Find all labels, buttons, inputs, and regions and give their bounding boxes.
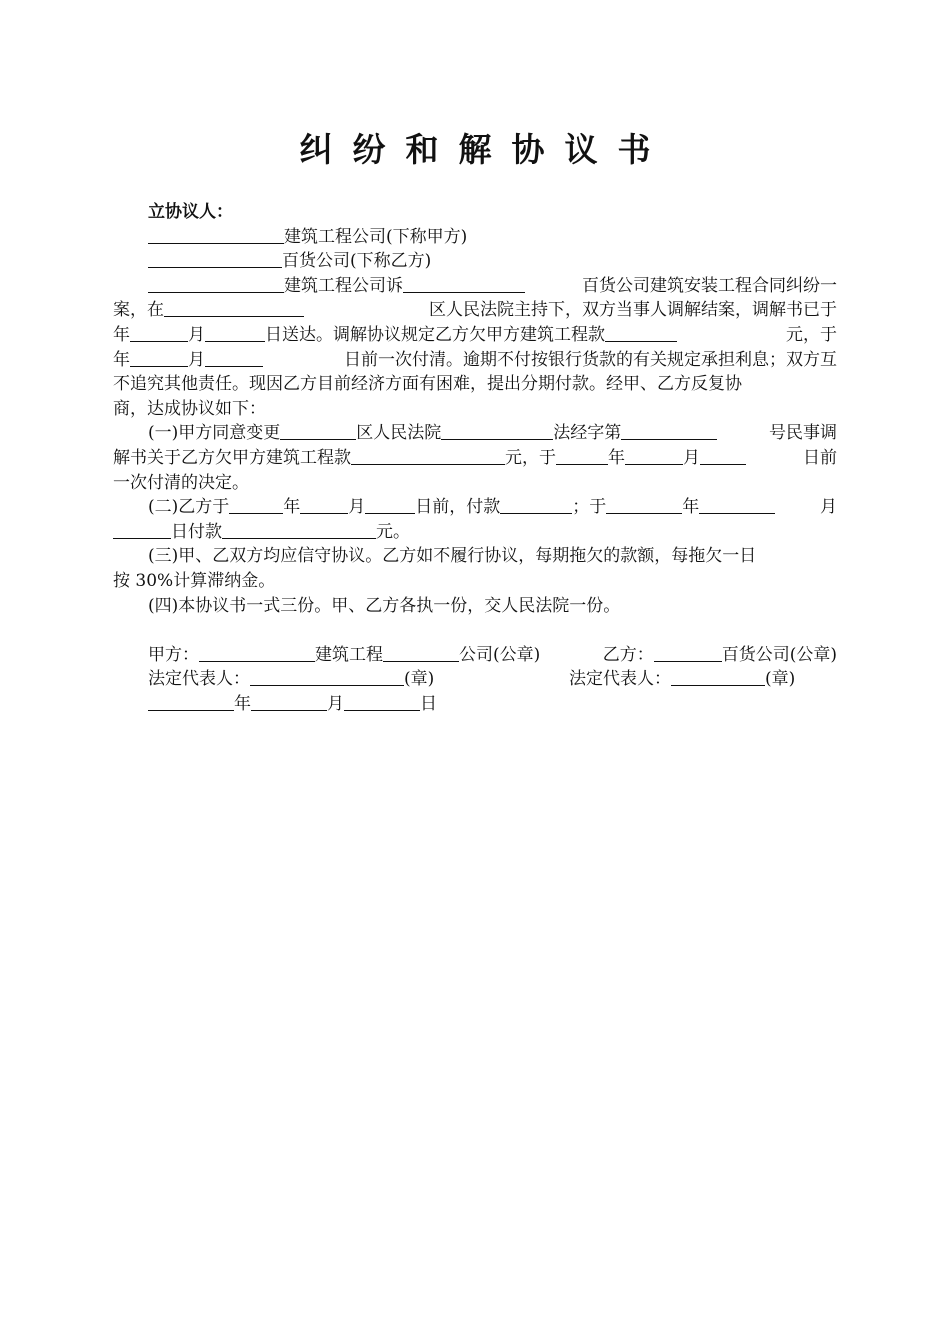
clause2-month1-blank[interactable] [300, 495, 348, 514]
sig-text: 甲方： [148, 644, 199, 665]
owed-amount-blank[interactable] [605, 323, 677, 342]
sig-text: 法定代表人： [148, 669, 250, 690]
title-char: 解 [458, 130, 492, 169]
clause-text: (一)甲方同意变更 [148, 423, 281, 444]
signature-parties-line [113, 643, 837, 668]
rep-b-blank[interactable] [671, 667, 765, 686]
clause-text: 元，于 [505, 447, 556, 468]
clause1-month-blank[interactable] [625, 446, 683, 465]
spacer [113, 618, 837, 643]
title-char: 纠 [299, 130, 333, 169]
title-char: 纷 [352, 130, 386, 169]
party-a-line [113, 225, 837, 250]
parties-heading: 立协议人： [148, 202, 233, 222]
clause-text: 日付款 [171, 521, 222, 542]
clause-text: 月 [348, 497, 366, 518]
sig-party-a-name-blank[interactable] [199, 643, 315, 662]
intro-text: 月 [188, 349, 205, 370]
clause-2-line-2 [113, 520, 837, 545]
intro-text: 百货公司建筑安装工程合同纠纷一 [582, 275, 837, 296]
party-b-suffix: 百货公司(下称乙方) [282, 251, 432, 272]
party-b-name-blank[interactable] [148, 249, 282, 268]
intro-text: 元，于 [786, 324, 837, 345]
clause-1-line-2 [113, 446, 837, 471]
clause1-amount-blank[interactable] [351, 446, 505, 465]
clause-1-line-1 [113, 421, 837, 446]
clause-1-line-3: 一次付清的决定。 [113, 472, 249, 493]
intro-line-4 [113, 348, 837, 373]
intro-line-2 [113, 298, 837, 323]
intro-text: 区人民法院主持下，双方当事人调解结案，调解书已于 [429, 300, 837, 321]
clause-text: 年 [682, 497, 700, 518]
clause-text: 年 [283, 497, 301, 518]
district-court-blank[interactable] [164, 298, 304, 317]
clause1-day-blank[interactable] [700, 446, 746, 465]
sig-year-blank[interactable] [148, 692, 234, 711]
party-b-line [113, 249, 837, 274]
rep-a-blank[interactable] [250, 667, 404, 686]
sig-text: 年 [234, 693, 251, 714]
clause-text: 年 [608, 447, 625, 468]
clause-text: 法经字第 [553, 423, 622, 444]
document-title [0, 128, 950, 172]
clause-text: 区人民法院 [356, 423, 442, 444]
intro-line-1 [113, 274, 837, 299]
intro-line-5: 不追究其他责任。现因乙方目前经济方面有困难，提出分期付款。经甲、乙方反复协 [113, 374, 742, 395]
sig-text: 建筑工程 [315, 644, 383, 665]
clause-text: (二)乙方于 [148, 497, 230, 518]
sig-month-blank[interactable] [251, 692, 327, 711]
clause-text: ；于 [572, 497, 607, 518]
clause2-day1-blank[interactable] [365, 495, 415, 514]
signature-reps-line [113, 667, 837, 692]
clause2-amount2-blank[interactable] [222, 520, 376, 539]
sig-party-b-name-blank[interactable] [654, 643, 722, 662]
title-char: 协 [511, 130, 545, 169]
clause-text: 月 [820, 497, 837, 518]
clause2-year2-blank[interactable] [606, 495, 682, 514]
intro-line-6: 商，达成协议如下： [113, 398, 266, 419]
clause-text: 日前，付款 [415, 497, 501, 518]
sig-text: (章) [404, 669, 435, 690]
pay-month-blank[interactable] [205, 348, 263, 367]
intro-text: 日前一次付清。逾期不付按银行货款的有关规定承担利息；双方互 [344, 349, 837, 370]
clause-text: 月 [683, 447, 700, 468]
signature-date-line [113, 692, 837, 717]
clause-text: 号民事调 [769, 423, 837, 444]
title-char: 议 [564, 130, 598, 169]
served-month-blank[interactable] [205, 323, 265, 342]
clause2-amount1-blank[interactable] [500, 495, 572, 514]
clause-text: 日前 [803, 447, 837, 468]
clause-3-line-1: (三)甲、乙双方均应信守协议。乙方如不履行协议，每期拖欠的款额，每拖欠一日 [148, 546, 757, 567]
party-a-suffix: 建筑工程公司(下称甲方) [284, 226, 468, 247]
clause2-day2-blank[interactable] [113, 520, 171, 539]
document-body [113, 200, 837, 716]
clause1-court-code-blank[interactable] [441, 421, 553, 440]
sig-text: 公司(公章) [459, 644, 541, 665]
clause2-month2-blank[interactable] [699, 495, 775, 514]
sig-text: 日 [420, 693, 437, 714]
clause2-year1-blank[interactable] [229, 495, 283, 514]
sig-day-blank[interactable] [344, 692, 420, 711]
clause1-case-number-blank[interactable] [621, 421, 717, 440]
title-char: 书 [617, 130, 651, 169]
intro-text: 月 [188, 324, 205, 345]
sig-text: (章) [765, 669, 796, 690]
title-char: 和 [405, 130, 439, 169]
pay-year-blank[interactable] [130, 348, 188, 367]
clause1-year-blank[interactable] [556, 446, 608, 465]
sig-text: 月 [327, 693, 344, 714]
intro-text: 年 [113, 349, 130, 370]
sig-text: 法定代表人： [569, 669, 671, 690]
intro-text: 日送达。调解协议规定乙方欠甲方建筑工程款 [265, 324, 605, 345]
served-year-blank[interactable] [130, 323, 188, 342]
intro-text: 建筑工程公司诉 [284, 275, 403, 296]
clause-2-line-1 [113, 495, 837, 520]
intro-text: 案，在 [113, 300, 164, 321]
party-a-name-blank[interactable] [148, 225, 284, 244]
clause-3-line-2: 按 30%计算滞纳金。 [113, 570, 276, 591]
plaintiff-blank[interactable] [148, 274, 284, 293]
defendant-blank[interactable] [403, 274, 525, 293]
intro-line-3 [113, 323, 837, 348]
clause-4-line: (四)本协议书一式三份。甲、乙方各执一份，交人民法院一份。 [148, 595, 621, 616]
intro-text: 年 [113, 324, 130, 345]
sig-text: 百货公司(公章) [721, 644, 837, 665]
sig-text: 乙方： [602, 644, 654, 665]
sig-party-a-type-blank[interactable] [383, 643, 459, 662]
clause1-district-blank[interactable] [280, 421, 356, 440]
clause-text: 解书关于乙方欠甲方建筑工程款 [113, 447, 351, 468]
clause-text: 元。 [376, 521, 410, 542]
